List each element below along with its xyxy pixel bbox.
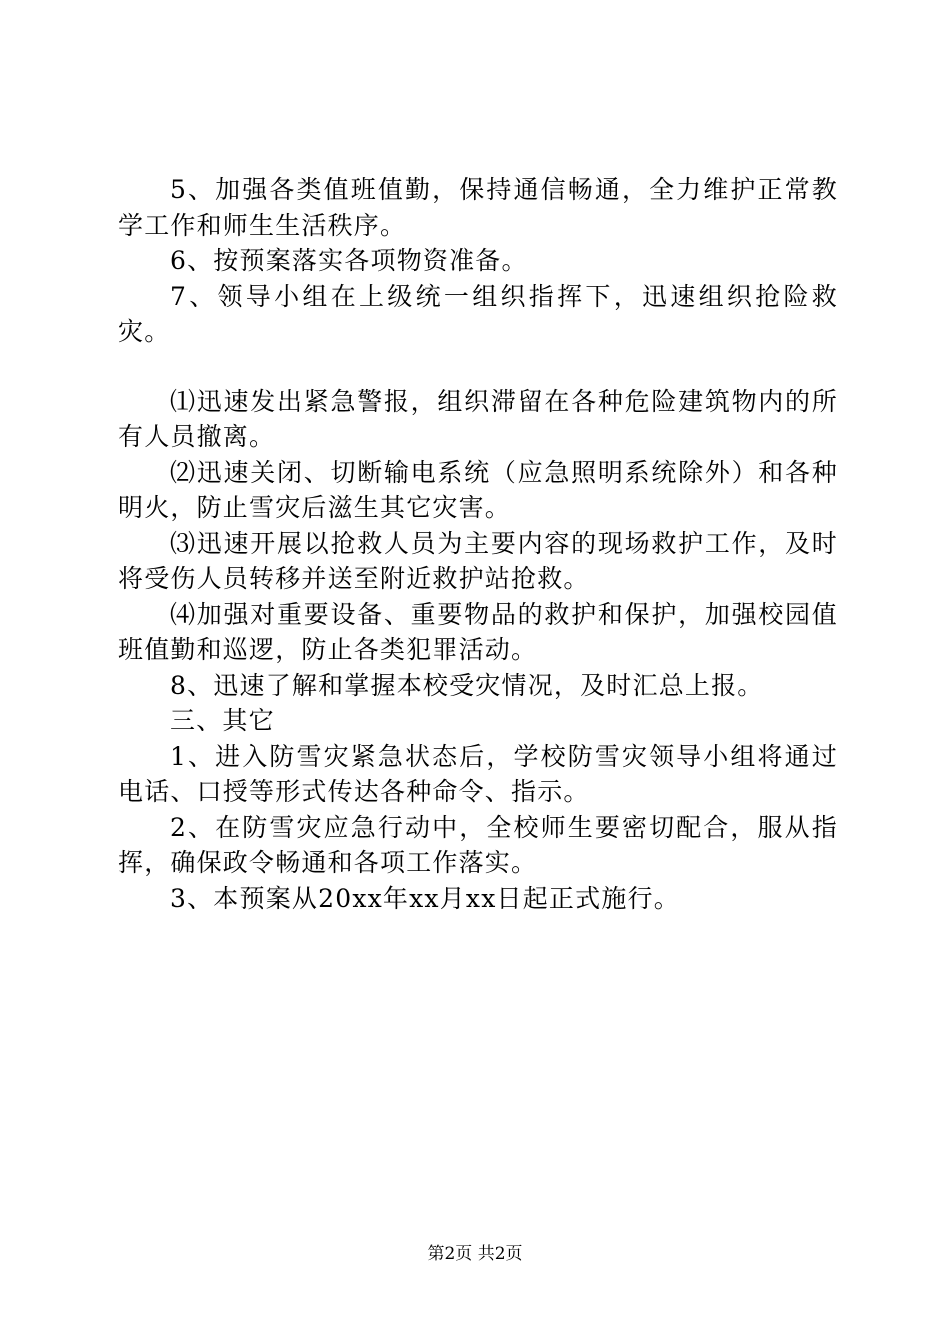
paragraph-item-6: 6、按预案落实各项物资准备。 <box>170 246 528 275</box>
section-heading-other: 三、其它 <box>170 706 275 735</box>
paragraph-item-7: 7、领导小组在上级统一组织指挥下，迅速组织抢险救灾。 <box>118 281 838 346</box>
paragraph-other-2: 2、在防雪灾应急行动中，全校师生要密切配合，服从指挥，确保政令畅通和各项工作落实。 <box>118 812 838 877</box>
paragraph-subitem-2: ⑵迅速关闭、切断输电系统（应急照明系统除外）和各种明火，防止雪灾后滋生其它灾害。 <box>118 457 838 522</box>
page-footer: 第2页 共2页 <box>427 1244 523 1264</box>
paragraph-subitem-1: ⑴迅速发出紧急警报，组织滞留在各种危险建筑物内的所有人员撤离。 <box>118 386 838 451</box>
document-body <box>118 172 838 916</box>
paragraph-subitem-3: ⑶迅速开展以抢救人员为主要内容的现场救护工作，及时将受伤人员转移并送至附近救护站抢救。 <box>118 528 838 593</box>
paragraph-item-5: 5、加强各类值班值勤，保持通信畅通，全力维护正常教学工作和师生生活秩序。 <box>118 175 838 240</box>
paragraph-other-3: 3、本预案从20xx年xx月xx日起正式施行。 <box>170 883 680 913</box>
paragraph-item-8: 8、迅速了解和掌握本校受灾情况，及时汇总上报。 <box>170 670 764 700</box>
paragraph-subitem-4: ⑷加强对重要设备、重要物品的救护和保护，加强校园值班值勤和巡逻，防止各类犯罪活动。 <box>118 599 838 664</box>
paragraph-other-1: 1、进入防雪灾紧急状态后，学校防雪灾领导小组将通过电话、口授等形式传达各种命令、指示。 <box>118 741 838 806</box>
